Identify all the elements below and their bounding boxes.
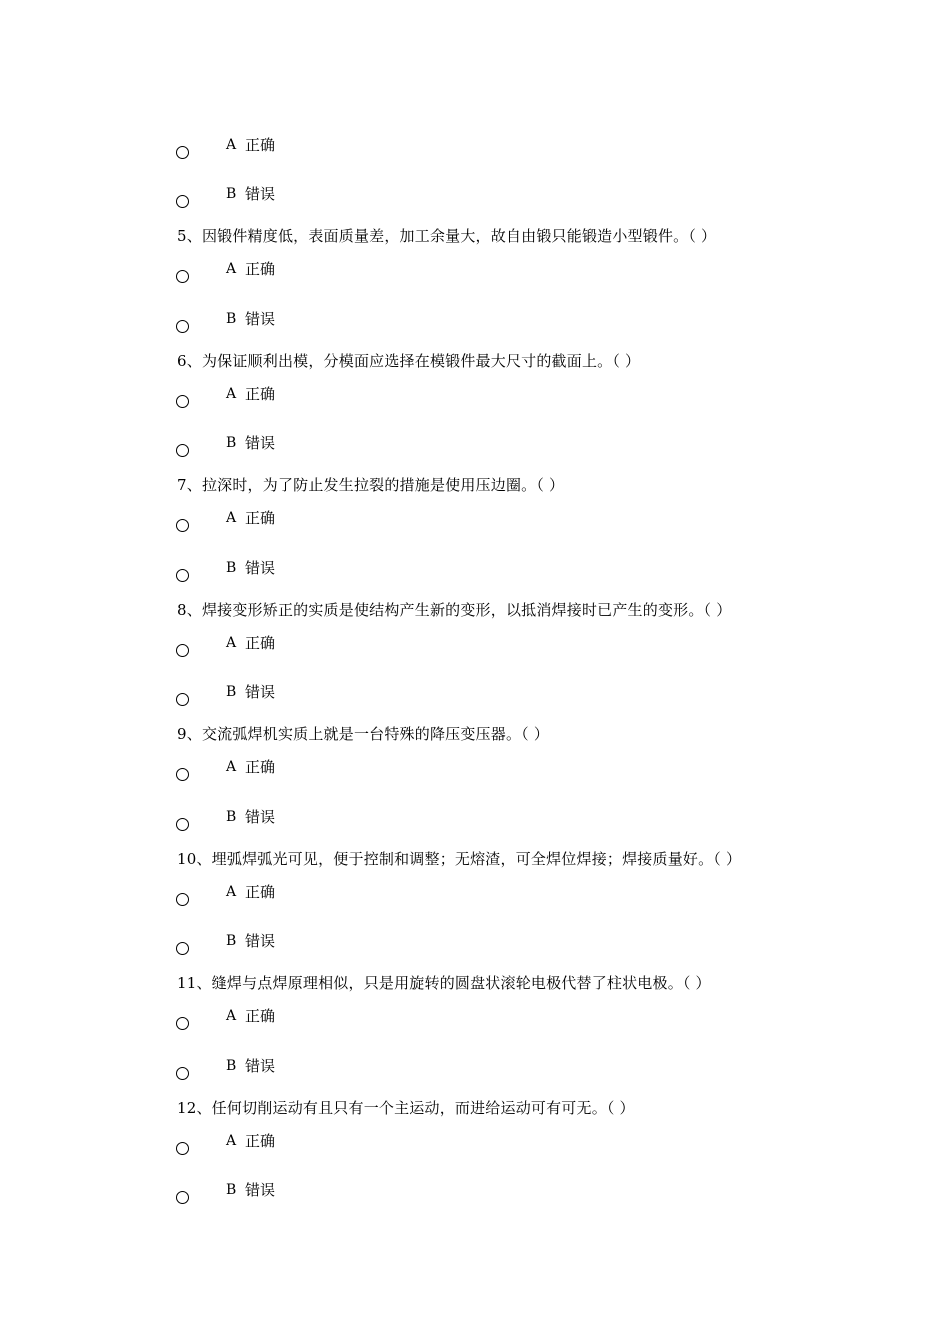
option-letter: A [226, 1133, 237, 1149]
option-letter: A [226, 635, 237, 651]
option-text: 错误 [245, 310, 276, 328]
option-text: 正确 [245, 260, 276, 278]
option-row-prev-a[interactable] [176, 137, 476, 177]
option-letter: A [226, 884, 237, 900]
option-letter: B [226, 186, 237, 202]
option-text: 正确 [245, 385, 276, 403]
question-6: 6、为保证顺利出模，分模面应选择在模锻件最大尺寸的截面上。（ ） [177, 352, 641, 370]
radio-button-icon[interactable] [176, 320, 189, 333]
option-row-q11-a[interactable] [176, 1008, 476, 1048]
option-text: 正确 [245, 509, 276, 527]
radio-button-icon[interactable] [176, 818, 189, 831]
radio-button-icon[interactable] [176, 519, 189, 532]
option-row-q5-a[interactable] [176, 261, 476, 301]
option-text: 正确 [245, 1007, 276, 1025]
option-letter: A [226, 261, 237, 277]
option-letter: B [226, 311, 237, 327]
radio-button-icon[interactable] [176, 768, 189, 781]
option-letter: B [226, 933, 237, 949]
option-row-q9-a[interactable] [176, 759, 476, 799]
radio-button-icon[interactable] [176, 270, 189, 283]
question-11: 11、缝焊与点焊原理相似，只是用旋转的圆盘状滚轮电极代替了柱状电极。（ ） [177, 974, 711, 992]
option-text: 错误 [245, 932, 276, 950]
option-letter: B [226, 809, 237, 825]
option-letter: A [226, 386, 237, 402]
option-text: 错误 [245, 559, 276, 577]
option-text: 错误 [245, 1057, 276, 1075]
option-row-q9-b[interactable] [176, 809, 476, 849]
option-text: 错误 [245, 808, 276, 826]
question-8: 8、焊接变形矫正的实质是使结构产生新的变形，以抵消焊接时已产生的变形。（ ） [177, 601, 732, 619]
radio-button-icon[interactable] [176, 1067, 189, 1080]
radio-button-icon[interactable] [176, 693, 189, 706]
option-text: 错误 [245, 683, 276, 701]
option-row-q11-b[interactable] [176, 1058, 476, 1098]
option-text: 错误 [245, 185, 276, 203]
radio-button-icon[interactable] [176, 395, 189, 408]
option-row-q12-b[interactable] [176, 1182, 476, 1222]
option-row-q7-b[interactable] [176, 560, 476, 600]
option-text: 错误 [245, 434, 276, 452]
option-text: 错误 [245, 1181, 276, 1199]
radio-button-icon[interactable] [176, 444, 189, 457]
option-text: 正确 [245, 883, 276, 901]
option-row-q12-a[interactable] [176, 1133, 476, 1173]
question-12: 12、任何切削运动有且只有一个主运动，而进给运动可有可无。（ ） [177, 1099, 635, 1117]
option-letter: A [226, 759, 237, 775]
option-row-q7-a[interactable] [176, 510, 476, 550]
radio-button-icon[interactable] [176, 1142, 189, 1155]
radio-button-icon[interactable] [176, 644, 189, 657]
radio-button-icon[interactable] [176, 893, 189, 906]
option-row-prev-b[interactable] [176, 186, 476, 226]
option-letter: B [226, 1058, 237, 1074]
option-text: 正确 [245, 758, 276, 776]
option-row-q8-b[interactable] [176, 684, 476, 724]
option-letter: B [226, 1182, 237, 1198]
option-row-q6-b[interactable] [176, 435, 476, 475]
option-row-q8-a[interactable] [176, 635, 476, 675]
question-10: 10、埋弧焊弧光可见，便于控制和调整；无熔渣，可全焊位焊接；焊接质量好。（ ） [177, 850, 742, 868]
radio-button-icon[interactable] [176, 146, 189, 159]
radio-button-icon[interactable] [176, 569, 189, 582]
radio-button-icon[interactable] [176, 1017, 189, 1030]
radio-button-icon[interactable] [176, 1191, 189, 1204]
option-row-q5-b[interactable] [176, 311, 476, 351]
radio-button-icon[interactable] [176, 942, 189, 955]
option-letter: A [226, 137, 237, 153]
option-row-q6-a[interactable] [176, 386, 476, 426]
option-letter: B [226, 560, 237, 576]
option-text: 正确 [245, 136, 276, 154]
option-letter: B [226, 435, 237, 451]
option-text: 正确 [245, 634, 276, 652]
option-row-q10-a[interactable] [176, 884, 476, 924]
option-letter: A [226, 510, 237, 526]
radio-button-icon[interactable] [176, 195, 189, 208]
option-letter: A [226, 1008, 237, 1024]
option-text: 正确 [245, 1132, 276, 1150]
option-letter: B [226, 684, 237, 700]
question-7: 7、拉深时，为了防止发生拉裂的措施是使用压边圈。（ ） [177, 476, 565, 494]
option-row-q10-b[interactable] [176, 933, 476, 973]
question-9: 9、交流弧焊机实质上就是一台特殊的降压变压器。（ ） [177, 725, 550, 743]
question-5: 5、因锻件精度低，表面质量差，加工余量大，故自由锻只能锻造小型锻件。（ ） [177, 227, 717, 245]
